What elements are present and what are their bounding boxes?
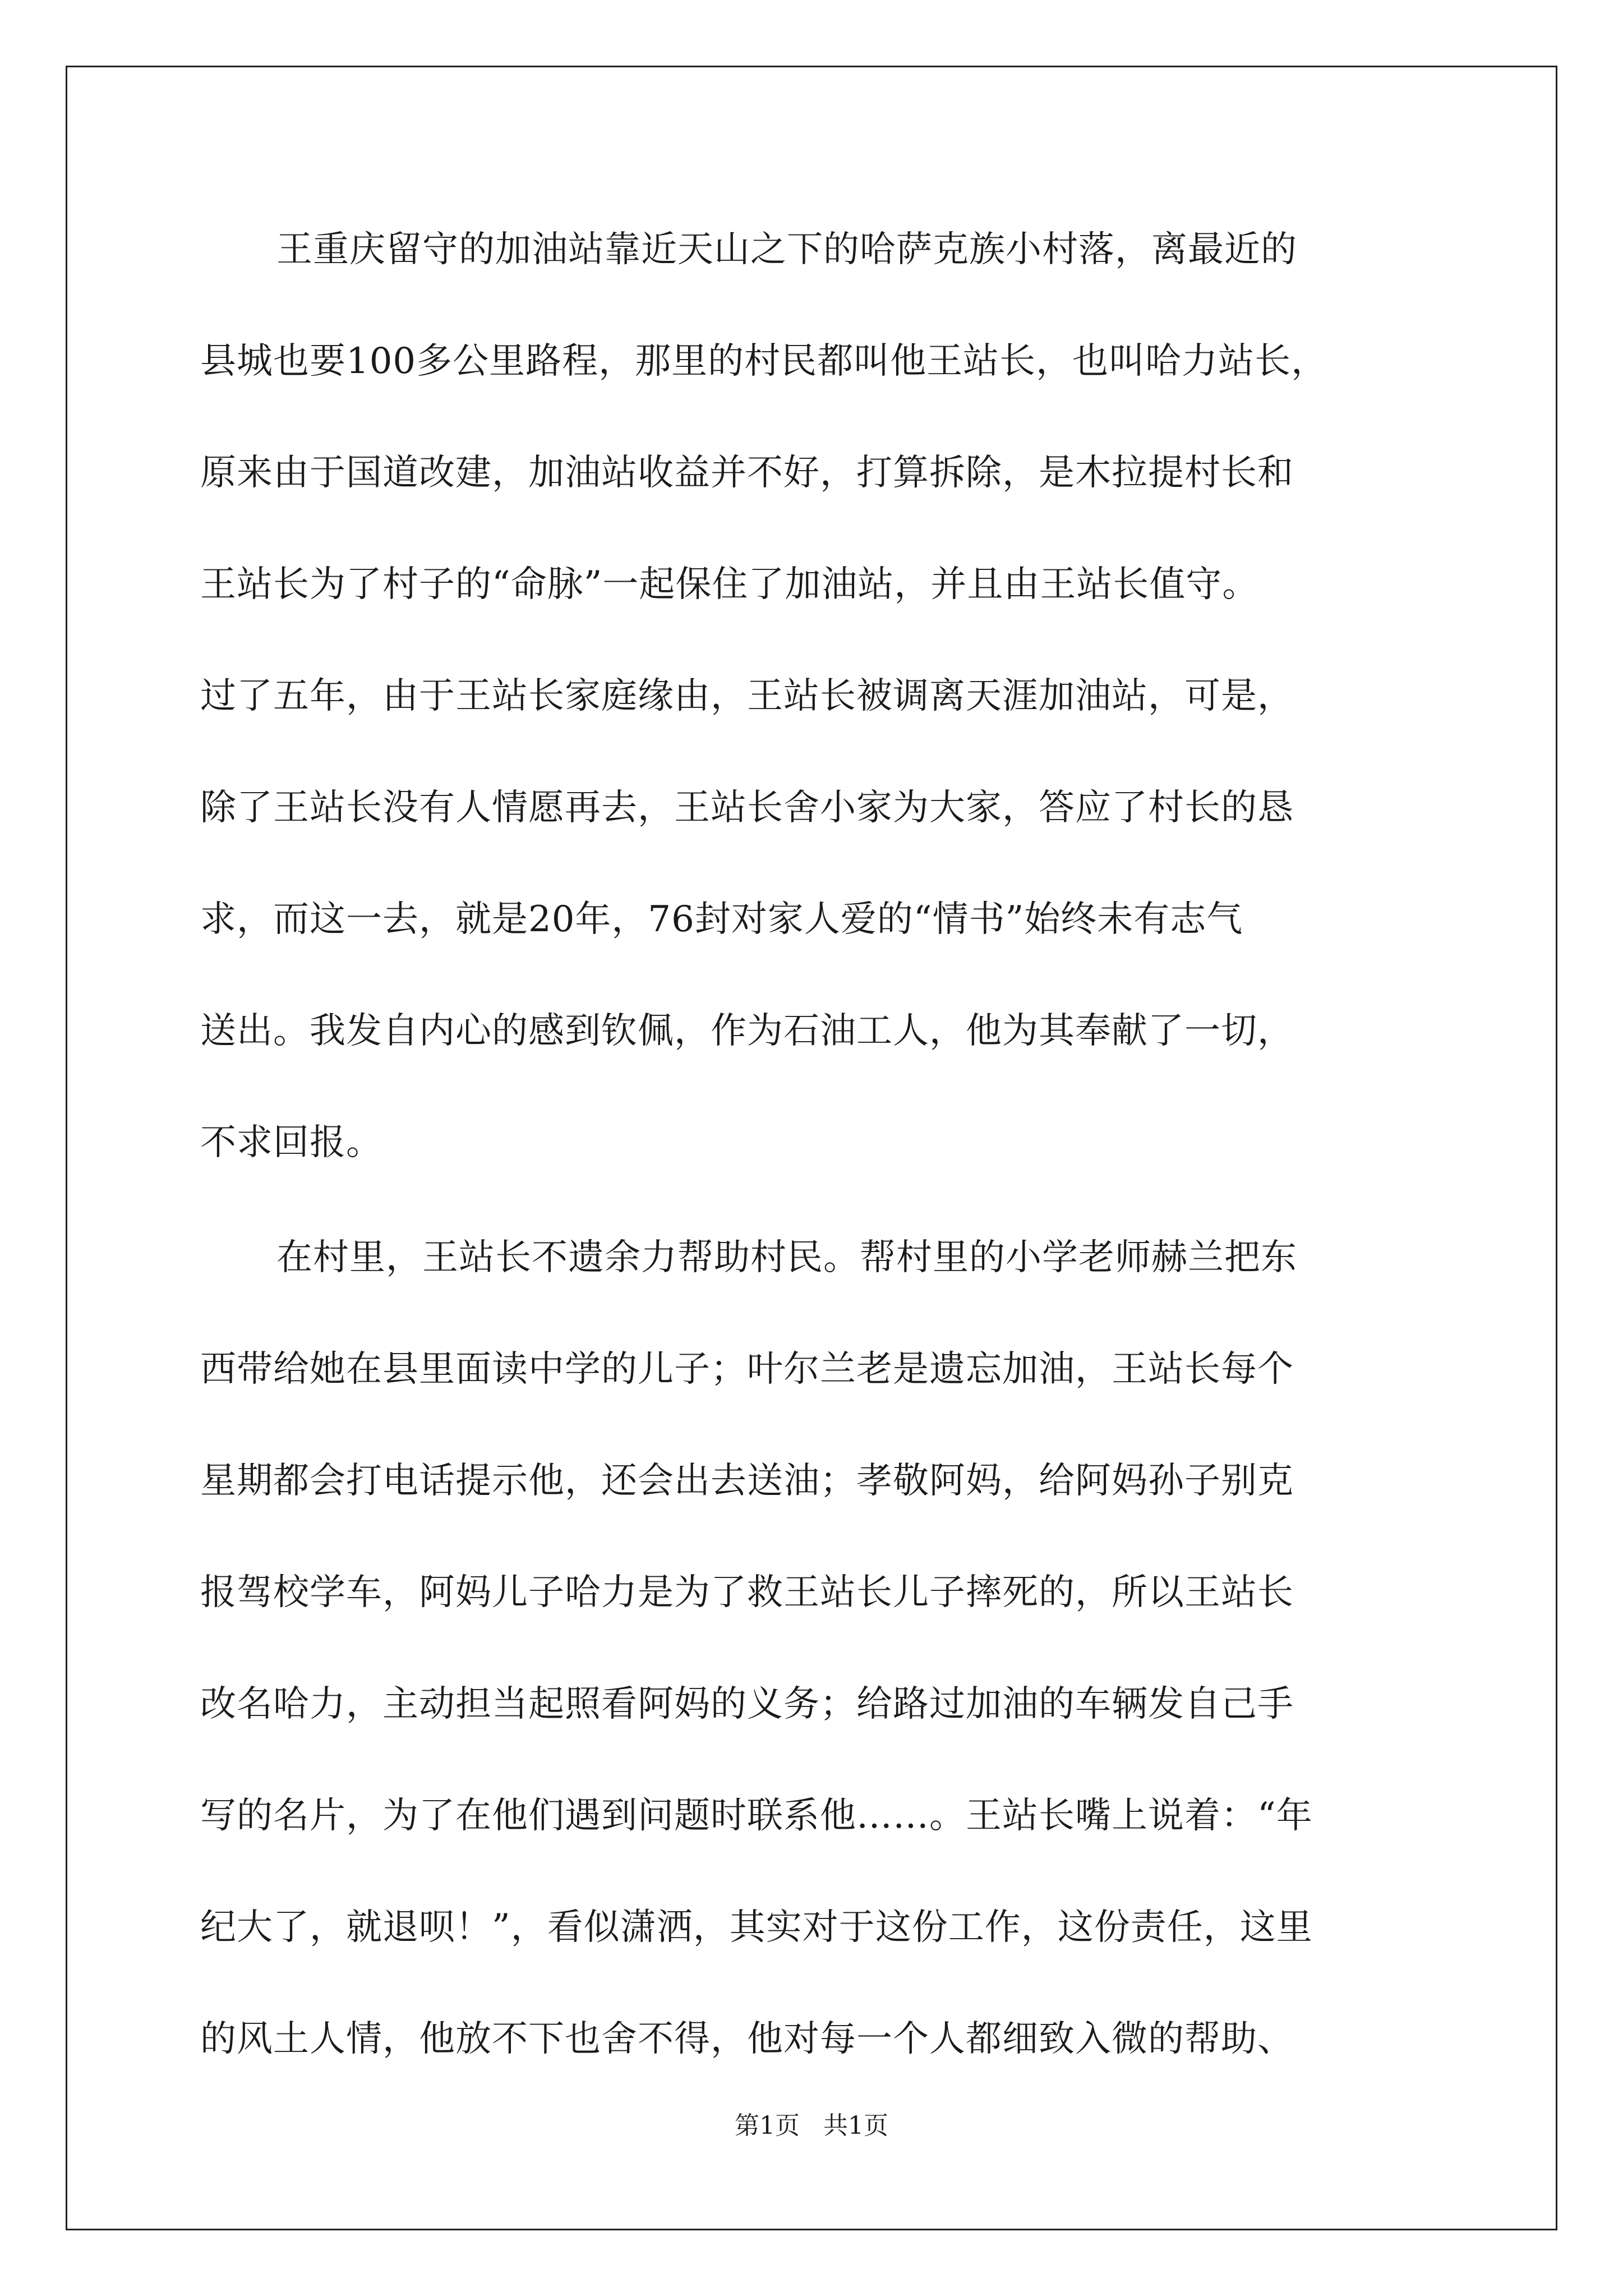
paragraph-1-line: 县城也要100多公里路程，那里的村民都叫他王站长，也叫哈力站长， bbox=[200, 341, 1328, 382]
paragraph-1-line: 送出。我发自内心的感到钦佩，作为石油工人，他为其奉献了一切， bbox=[200, 1010, 1294, 1052]
paragraph-2-line: 西带给她在县里面读中学的儿子；叶尔兰老是遗忘加油，王站长每个 bbox=[200, 1349, 1294, 1390]
paragraph-1-line: 王站长为了村子的“命脉”一起保住了加油站，并且由王站长值守。 bbox=[200, 564, 1259, 605]
paragraph-2-line: 纪大了，就退呗！”，看似潇洒，其实对于这份工作，这份责任，这里 bbox=[200, 1907, 1313, 1948]
paragraph-2-line: 改名哈力，主动担当起照看阿妈的义务；给路过加油的车辆发自己手 bbox=[200, 1683, 1294, 1725]
paragraph-1-line: 不求回报。 bbox=[200, 1122, 382, 1163]
paragraph-2-line: 报驾校学车，阿妈儿子哈力是为了救王站长儿子摔死的，所以王站长 bbox=[200, 1572, 1294, 1613]
paragraph-1-line: 过了五年，由于王站长家庭缘由，王站长被调离天涯加油站，可是， bbox=[200, 675, 1294, 717]
paragraph-2-line: 写的名片，为了在他们遇到问题时联系他……。王站长嘴上说着：“年 bbox=[200, 1795, 1313, 1837]
paragraph-1-line: 王重庆留守的加油站靠近天山之下的哈萨克族小村落，离最近的 bbox=[276, 229, 1297, 270]
page-number: 第1页 共1页 bbox=[735, 2111, 888, 2140]
paragraph-1-line: 求，而这一去，就是20年，76封对家人爱的“情书”始终未有志气 bbox=[200, 899, 1243, 940]
paragraph-2-line: 星期都会打电话提示他，还会出去送油；孝敬阿妈，给阿妈孙子别克 bbox=[200, 1460, 1294, 1502]
paragraph-1-line: 原来由于国道改建，加油站收益并不好，打算拆除，是木拉提村长和 bbox=[200, 452, 1294, 494]
document-body bbox=[200, 216, 1434, 2117]
paragraph-2-line: 的风土人情，他放不下也舍不得，他对每一个人都细致入微的帮助、 bbox=[200, 2018, 1294, 2060]
paragraph-1-line: 除了王站长没有人情愿再去，王站长舍小家为大家，答应了村长的恳 bbox=[200, 787, 1294, 829]
paragraph-2-line: 在村里，王站长不遗余力帮助村民。帮村里的小学老师赫兰把东 bbox=[276, 1237, 1297, 1278]
